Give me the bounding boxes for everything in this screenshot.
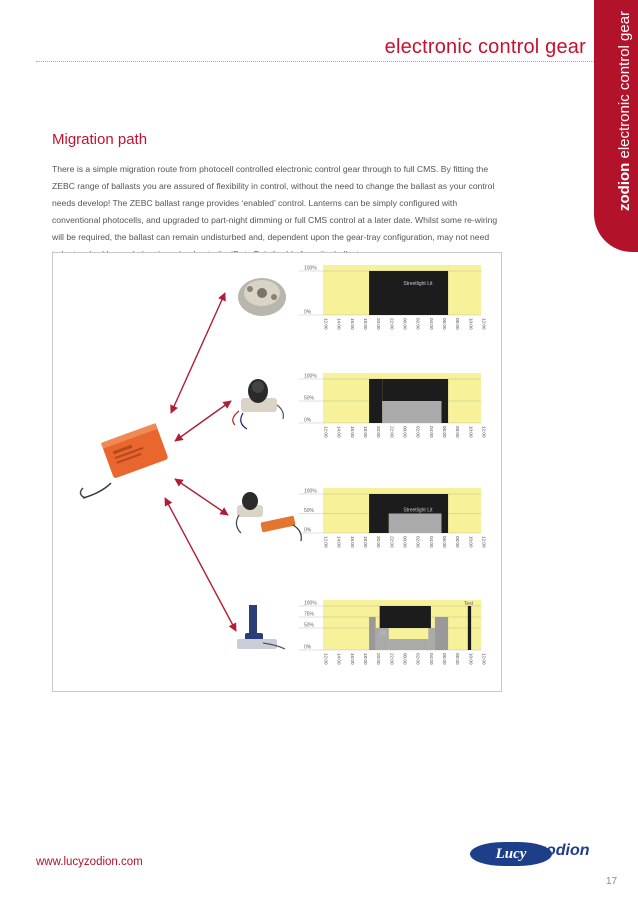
chart-1-time-9: 04:00 [428,318,434,330]
chart-3-time-6: 22:00 [389,536,395,548]
side-tab-brand: zodion [616,162,633,211]
chart-3-ytick-1: 100% [304,488,317,495]
chart-2-time-6: 22:00 [389,426,395,438]
chart-3-time-5: 20:00 [376,536,382,548]
control-chart-3 [299,488,487,548]
side-tab-text [616,11,633,211]
chart-4-time-11: 08:00 [455,653,461,665]
chart-1-time-13: 12:00 [481,318,487,330]
chart-4-level-9 [428,628,435,650]
chart-1-label-1: Streetlight Lit [403,281,433,287]
chart-2-ytick-1: 100% [304,373,317,380]
control-chart-4 [299,600,487,665]
chart-3-time-10: 06:00 [442,536,447,548]
chart-3-time-3: 16:00 [349,536,355,548]
chart-3-time-11: 08:00 [455,536,461,548]
chart-4-time-5: 20:00 [376,653,382,665]
chart-4-ytick-4: 0% [304,644,312,651]
chart-1-time-8: 02:00 [415,318,421,330]
section-body: There is a simple migration route from photocell controlled electronic control gear through to full CMS. By fitting the ZEBC range of ballasts you are assured of flexibility in control, without the need to change the ballast as your control needs develop! The ZEBC ballast range provides ‘enabled’ control. Lanterns can be simply configured with conventional photocells, and upgraded to part-night dimming or full CMS control at a later date. Whilst some re-wiring will be required, the ballast can remain undisturbed and, dependent upon the gear-tray configuration, may not need [52,164,498,242]
chart-2-level-3 [369,379,382,423]
chart-4-time-7: 00:00 [402,653,408,665]
chart-1-time-12: 10:00 [468,318,474,330]
chart-4-ytick-3: 50% [304,622,315,629]
chart-4-time-10: 06:00 [442,653,447,665]
zebc-ballast-image [80,423,168,498]
chart-1-level-3 [369,271,448,315]
chart-2-time-12: 10:00 [468,426,474,438]
chart-2-night-block [382,379,441,401]
chart-4-time-9: 04:00 [428,653,434,665]
chart-1-time-11: 08:00 [455,318,461,330]
logo-zodion: zodion [538,842,590,859]
arrow-photocell-cms [175,479,228,515]
chart-2-time-8: 02:00 [415,426,421,438]
chart-3-time-9: 04:00 [428,536,434,548]
chart-1-time-7: 00:00 [402,318,408,330]
chart-4-ytick-2: 75% [304,611,315,618]
page-number: 17 [606,876,618,887]
section-title: Migration path [52,131,148,148]
chart-3-ytick-3: 0% [304,527,312,534]
arrow-photocell [171,293,225,413]
migration-arrows [165,293,236,631]
logo-lucy: Lucy [470,842,552,866]
chart-3-time-7: 00:00 [402,536,408,548]
chart-2-time-4: 18:00 [363,426,368,438]
chart-3-time-4: 18:00 [363,536,368,548]
chart-4-level-11 [435,617,448,650]
arrow-cms-node [165,498,236,631]
chart-1-time-3: 16:00 [349,318,355,330]
chart-1-time-4: 18:00 [363,318,368,330]
chart-1-time-1: 12:00 [323,318,329,330]
chart-2-time-5: 20:00 [376,426,382,438]
chart-1-ytick-2: 0% [304,309,312,316]
chart-2-time-13: 12:00 [481,426,487,438]
chart-2-ytick-2: 50% [304,395,315,402]
chart-4-level-3 [369,617,376,650]
chart-3-ytick-2: 50% [304,508,315,514]
chart-4-time-2: 14:00 [336,653,342,665]
arrow-nightdim [175,401,231,441]
chart-3-time-1: 12:00 [323,536,329,548]
chart-4-time-13: 12:00 [481,653,487,665]
chart-1-time-10: 06:00 [442,318,447,330]
chart-2-time-3: 16:00 [349,426,355,438]
chart-3-time-12: 10:00 [468,536,474,548]
migration-figure [52,252,502,692]
chart-3-label-1: Streetlight Lit [403,507,433,514]
chart-3-time-2: 14:00 [336,536,342,548]
chart-3-level-5 [389,514,442,534]
chart-4-time-8: 02:00 [415,653,421,665]
lucy-zodion-logo [470,838,595,868]
chart-4-time-4: 18:00 [363,653,368,665]
cms-node-pole-image [237,605,285,649]
chart-2-time-10: 06:00 [442,426,447,438]
chart-4-time-3: 16:00 [349,653,355,665]
nightdim-photocell-image [233,379,284,429]
chart-2-time-2: 14:00 [336,426,342,438]
chart-4-level-7 [389,639,429,650]
migration-diagram [53,253,501,691]
chart-2-time-9: 04:00 [428,426,434,438]
chart-1-time-5: 20:00 [376,318,382,330]
chart-2-time-11: 08:00 [455,426,461,438]
chart-2-ytick-3: 0% [304,417,312,424]
chart-2-time-7: 00:00 [402,426,408,438]
chart-3-time-13: 12:00 [481,536,487,548]
chart-4-ytick-1: 100% [304,600,317,607]
chart-1-time-2: 14:00 [336,318,342,330]
control-chart-1 [299,265,487,330]
chart-2-level-7 [442,379,449,423]
chart-4-label-2: Test [463,601,474,607]
side-tab [594,0,638,252]
chart-4-time-1: 12:00 [323,653,329,665]
header-divider [36,61,598,62]
page-header-title: electronic control gear [384,36,586,58]
chart-2-level-5 [382,401,441,423]
photocell-image [238,278,286,316]
footer-url[interactable]: www.lucyzodion.com [36,856,143,868]
chart-4-level-15 [468,606,471,650]
chart-4-time-6: 22:00 [389,653,395,665]
chart-1-ytick-1: 100% [304,265,317,272]
chart-2-time-1: 12:00 [323,426,329,438]
chart-1-time-6: 22:00 [389,318,395,330]
chart-4-label-1: Lit [379,630,385,637]
control-chart-2 [299,373,487,438]
chart-4-time-12: 10:00 [468,653,474,665]
chart-3-level-7 [442,494,449,533]
photocell-cms-node-image [236,492,301,541]
chart-4-night-block [380,606,431,628]
side-tab-label: electronic control gear [616,10,633,159]
chart-3-time-8: 02:00 [415,536,421,548]
